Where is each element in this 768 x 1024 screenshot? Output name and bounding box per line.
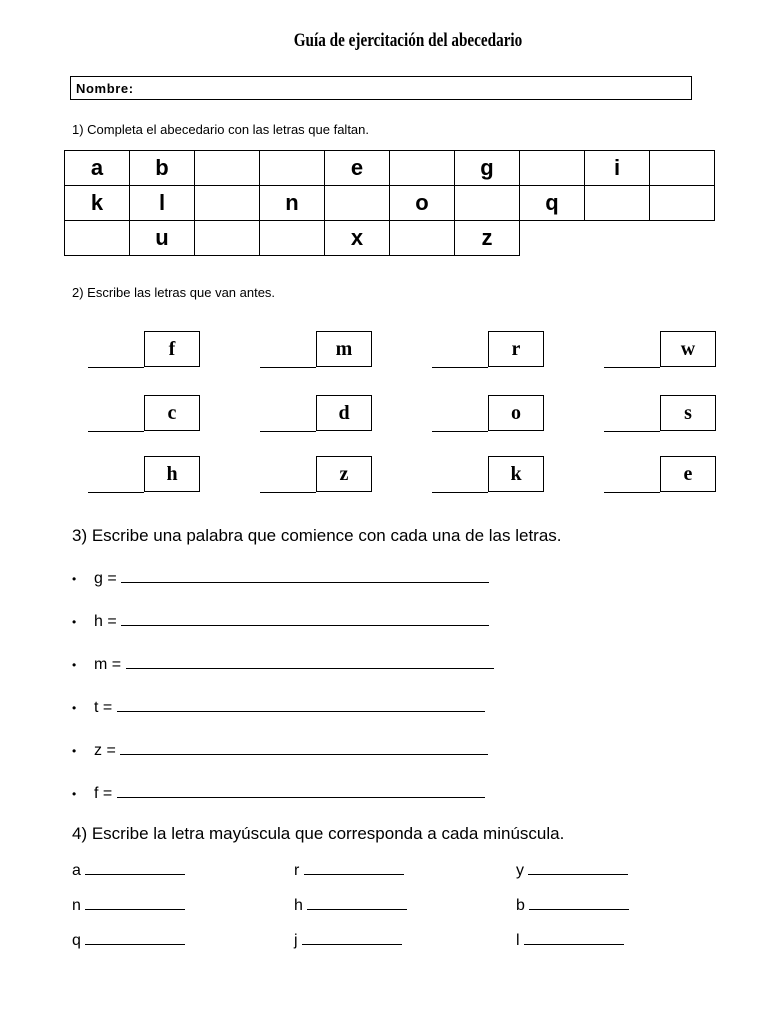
- given-letter-box: k: [488, 456, 544, 492]
- word-item: [72, 740, 488, 760]
- word-item: [72, 783, 485, 803]
- word-answer-line[interactable]: [120, 740, 488, 755]
- word-answer-line[interactable]: [121, 568, 489, 583]
- answer-blank[interactable]: [260, 367, 316, 368]
- alphabet-empty-cell[interactable]: [455, 186, 520, 221]
- lowercase-letter: y: [516, 862, 524, 879]
- alphabet-empty-cell[interactable]: [260, 151, 325, 186]
- section4-instruction: 4) Escribe la letra mayúscula que corresponda a cada minúscula.: [72, 824, 565, 843]
- alphabet-letter-cell: k: [65, 186, 130, 221]
- given-letter-box: c: [144, 395, 200, 431]
- uppercase-answer-line[interactable]: [85, 895, 185, 910]
- letter-label: m =: [94, 656, 122, 673]
- lowercase-letter: a: [72, 862, 81, 879]
- alphabet-empty-cell[interactable]: [260, 221, 325, 256]
- uppercase-answer-line[interactable]: [529, 895, 629, 910]
- alphabet-letter-cell: n: [260, 186, 325, 221]
- given-letter-box: h: [144, 456, 200, 492]
- alphabet-empty-cell[interactable]: [195, 221, 260, 256]
- word-item: [72, 568, 489, 588]
- answer-blank[interactable]: [432, 367, 488, 368]
- grid-spacer: [650, 221, 715, 256]
- letter-label: z =: [94, 742, 116, 759]
- alphabet-empty-cell[interactable]: [390, 151, 455, 186]
- uppercase-answer-line[interactable]: [528, 860, 628, 875]
- alphabet-letter-cell: e: [325, 151, 390, 186]
- section2-instruction: 2) Escribe las letras que van antes.: [72, 285, 276, 300]
- alphabet-row: [65, 221, 715, 256]
- lowercase-letter: n: [72, 897, 81, 914]
- given-letter-box: m: [316, 331, 372, 367]
- alphabet-empty-cell[interactable]: [650, 151, 715, 186]
- alphabet-grid: [64, 150, 715, 256]
- answer-blank[interactable]: [88, 367, 144, 368]
- bullet-icon: •: [72, 615, 77, 629]
- alphabet-letter-cell: g: [455, 151, 520, 186]
- lowercase-letter: l: [516, 932, 520, 949]
- alphabet-letter-cell: x: [325, 221, 390, 256]
- alphabet-row: [65, 151, 715, 186]
- given-letter-box: s: [660, 395, 716, 431]
- bullet-icon: •: [72, 658, 77, 672]
- grid-spacer: [520, 221, 585, 256]
- bullet-icon: •: [72, 744, 77, 758]
- page-title: Guía de ejercitación del abecedario: [293, 30, 523, 51]
- lowercase-letter: j: [294, 932, 298, 949]
- given-letter-box: z: [316, 456, 372, 492]
- alphabet-empty-cell[interactable]: [195, 186, 260, 221]
- answer-blank[interactable]: [260, 431, 316, 432]
- word-item: [72, 697, 485, 717]
- letter-label: t =: [94, 699, 113, 716]
- given-letter-box: e: [660, 456, 716, 492]
- alphabet-empty-cell[interactable]: [650, 186, 715, 221]
- name-field[interactable]: [70, 76, 692, 100]
- given-letter-box: f: [144, 331, 200, 367]
- alphabet-letter-cell: b: [130, 151, 195, 186]
- bullet-icon: •: [72, 787, 77, 801]
- uppercase-answer-line[interactable]: [85, 930, 185, 945]
- lowercase-letter: q: [72, 932, 81, 949]
- alphabet-letter-cell: a: [65, 151, 130, 186]
- answer-blank[interactable]: [604, 492, 660, 493]
- section1-instruction: 1) Completa el abecedario con las letras que faltan.: [72, 122, 370, 137]
- uppercase-answer-line[interactable]: [307, 895, 407, 910]
- alphabet-empty-cell[interactable]: [195, 151, 260, 186]
- alphabet-empty-cell[interactable]: [520, 151, 585, 186]
- section3-instruction: 3) Escribe una palabra que comience con cada una de las letras.: [72, 526, 562, 545]
- uppercase-answer-line[interactable]: [524, 930, 624, 945]
- uppercase-item: [72, 930, 185, 950]
- answer-blank[interactable]: [88, 431, 144, 432]
- uppercase-item: [72, 895, 185, 915]
- grid-spacer: [585, 221, 650, 256]
- word-answer-line[interactable]: [117, 783, 485, 798]
- alphabet-empty-cell[interactable]: [65, 221, 130, 256]
- word-answer-line[interactable]: [117, 697, 485, 712]
- bullet-icon: •: [72, 701, 77, 715]
- alphabet-letter-cell: o: [390, 186, 455, 221]
- uppercase-answer-line[interactable]: [302, 930, 402, 945]
- bullet-icon: •: [72, 572, 77, 586]
- answer-blank[interactable]: [88, 492, 144, 493]
- uppercase-item: [294, 930, 402, 950]
- lowercase-letter: h: [294, 897, 303, 914]
- lowercase-letter: b: [516, 897, 525, 914]
- word-answer-line[interactable]: [121, 611, 489, 626]
- answer-blank[interactable]: [604, 431, 660, 432]
- given-letter-box: o: [488, 395, 544, 431]
- answer-blank[interactable]: [432, 492, 488, 493]
- lowercase-letter: r: [294, 862, 300, 879]
- answer-blank[interactable]: [604, 367, 660, 368]
- name-label: Nombre:: [76, 81, 134, 96]
- answer-blank[interactable]: [432, 431, 488, 432]
- given-letter-box: w: [660, 331, 716, 367]
- uppercase-item: [294, 860, 404, 880]
- uppercase-answer-line[interactable]: [304, 860, 404, 875]
- alphabet-letter-cell: i: [585, 151, 650, 186]
- uppercase-item: [72, 860, 185, 880]
- alphabet-letter-cell: l: [130, 186, 195, 221]
- alphabet-letter-cell: u: [130, 221, 195, 256]
- alphabet-letter-cell: z: [455, 221, 520, 256]
- alphabet-row: [65, 186, 715, 221]
- word-item: [72, 611, 489, 631]
- word-item: [72, 654, 494, 674]
- given-letter-box: d: [316, 395, 372, 431]
- alphabet-empty-cell[interactable]: [325, 186, 390, 221]
- letter-label: f =: [94, 785, 113, 802]
- alphabet-empty-cell[interactable]: [390, 221, 455, 256]
- alphabet-letter-cell: q: [520, 186, 585, 221]
- uppercase-item: [516, 930, 624, 950]
- letter-label: h =: [94, 613, 117, 630]
- uppercase-item: [516, 895, 629, 915]
- alphabet-empty-cell[interactable]: [585, 186, 650, 221]
- uppercase-answer-line[interactable]: [85, 860, 185, 875]
- uppercase-item: [516, 860, 628, 880]
- word-answer-line[interactable]: [126, 654, 494, 669]
- given-letter-box: r: [488, 331, 544, 367]
- uppercase-item: [294, 895, 407, 915]
- answer-blank[interactable]: [260, 492, 316, 493]
- letter-label: g =: [94, 570, 117, 587]
